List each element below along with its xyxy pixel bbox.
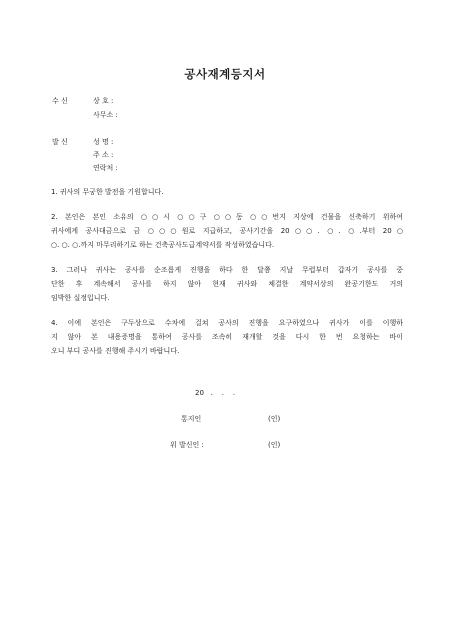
sender-signature-label: 위 발신인 :	[170, 441, 204, 449]
paragraph-1	[51, 185, 403, 199]
sender-seal: (인)	[268, 441, 281, 449]
sender-label: 발 신	[52, 138, 68, 146]
paragraph-3	[51, 263, 403, 305]
paragraph-line: 1. 귀사의 무궁한 발전을 기원합니다.	[51, 188, 164, 196]
document-title: 공사재계등지서	[184, 67, 266, 81]
paragraph-line: 단한 후 계속해서 공사를 하지 않아 현재 귀사와 체결한 계약서상의 완공기한도 거의	[51, 280, 403, 288]
paragraph-line: 4. 이에 본인은 구두상으로 수차에 걸쳐 공사의 진행을 요구하였으나 귀사가 이를 이행하	[51, 319, 403, 327]
paragraph-line: 3. 그러나 귀사는 공사를 순조롭게 진행을 하다 한 달쯤 지날 무렵부터 갑자기 공사를 중	[51, 266, 403, 274]
paragraph-2	[51, 210, 403, 252]
document-date: 20 . . .	[195, 389, 236, 397]
paragraph-line: 오니 부디 공사를 진행해 주시기 바랍니다.	[51, 347, 180, 355]
sender-contact-label: 연락처 :	[93, 164, 118, 172]
paragraph-line: 2. 본인은 본인 소유의 ○○시 ○○구 ○○동 ○○번지 지상에 건물을 신축하기 위하여	[51, 213, 403, 221]
paragraph-line: 지 않아 본 내용증명을 통하여 공사를 조속히 재개할 것을 다시 한 번 요청하는 바이	[51, 333, 403, 341]
recipient-label: 수 신	[52, 97, 68, 105]
paragraph-line: 임박한 실정입니다.	[51, 294, 110, 302]
recipient-office-label: 사무소 :	[93, 111, 118, 119]
notifier-label: 통지인	[181, 415, 202, 423]
paragraph-line: ○. ○. ○.까지 마무리하기로 하는 건축공사도급계약서를 작성하였습니다.	[51, 241, 275, 249]
paragraph-line: 귀사에게 공사대금으로 금 ○○○원로 지급하고, 공사기간을 20○○. ○. ○.부터 20○	[51, 227, 403, 235]
sender-address-label: 주 소 :	[93, 151, 114, 159]
notifier-seal: (인)	[268, 415, 281, 423]
paragraph-4	[51, 316, 403, 358]
sender-name-label: 성 명 :	[93, 138, 114, 146]
recipient-company-label: 상 호 :	[93, 97, 114, 105]
